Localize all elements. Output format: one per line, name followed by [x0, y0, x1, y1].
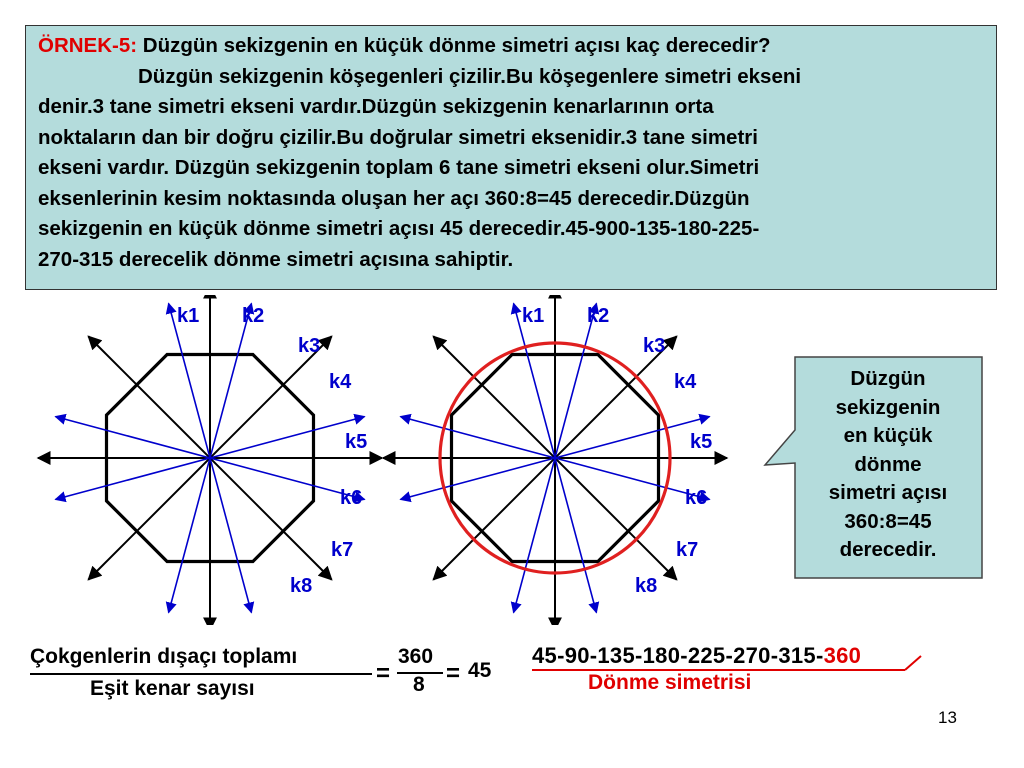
formula-result: 45	[468, 659, 492, 682]
formula-num: 360	[398, 645, 434, 668]
rotation-symmetry-label: Dönme simetrisi	[588, 671, 752, 694]
example-line-5: eksenlerinin kesim noktasında oluşan her açı 360:8=45 derecedir.Düzgün	[38, 186, 750, 210]
axis-label-k3: k3	[643, 335, 666, 357]
formula-equals-2: =	[446, 660, 461, 687]
example-line-2: denir.3 tane simetri ekseni vardır.Düzgün sekizgenin kenarlarının orta	[38, 95, 714, 118]
rotation-underline-hook	[905, 656, 921, 670]
example-line-1-text: Düzgün sekizgenin köşegenleri çizilir.Bu köşegenlere simetri ekseni	[138, 64, 802, 88]
axis-label-k4: k4	[329, 371, 352, 393]
formula-den: 8	[413, 673, 425, 696]
axis-label-k7: k7	[676, 539, 699, 561]
axis-label-k2: k2	[242, 305, 265, 327]
axis-label-k8: k8	[635, 575, 658, 597]
callout-line-5: simetri açısı	[828, 481, 948, 504]
page-number: 13	[938, 708, 957, 727]
example-line-6: sekizgenin en küçük dönme simetri açısı 45 derecedir.45-900-135-180-225-	[38, 217, 760, 240]
axis-label-k1: k1	[522, 305, 545, 327]
axis-label-k5: k5	[345, 431, 368, 453]
rotation-sequence-dash: -	[815, 643, 824, 668]
callout-line-3: en küçük	[843, 424, 933, 447]
callout-line-4: dönme	[854, 452, 922, 476]
axis-label-k5: k5	[690, 431, 713, 453]
axis-label-k7: k7	[331, 539, 354, 561]
example-label: ÖRNEK-5:	[38, 34, 138, 57]
formula-denominator-text: Eşit kenar sayısı	[90, 677, 255, 700]
example-line-3: noktaların dan bir doğru çizilir.Bu doğrular simetri eksenidir.3 tane simetri	[38, 125, 758, 149]
axis-label-k8: k8	[290, 575, 313, 597]
callout-line-2: sekizgenin	[835, 395, 941, 419]
rotation-sequence-main: 45-90-135-180-225-270-315	[532, 643, 816, 668]
formula-numerator-text: Çokgenlerin dışaçı toplamı	[30, 645, 298, 668]
callout-line-1: Düzgün	[850, 367, 926, 390]
formula-equals-1: =	[376, 660, 391, 687]
example-line-4: ekseni vardır. Düzgün sekizgenin toplam 6 tane simetri ekseni olur.Simetri	[38, 156, 760, 179]
rotation-sequence-last: 360	[823, 643, 862, 668]
axis-label-k4: k4	[674, 371, 697, 393]
callout-line-7: derecedir.	[839, 538, 937, 561]
callout-line-6: 360:8=45	[844, 509, 932, 533]
example-question-text: Düzgün sekizgenin en küçük dönme simetri açısı kaç derecedir?	[137, 34, 771, 57]
axis-label-k2: k2	[587, 305, 610, 327]
example-line-7: 270-315 derecelik dönme simetri açısına sahiptir.	[38, 247, 514, 271]
axis-label-k1: k1	[177, 305, 200, 327]
axis-label-k6: k6	[685, 487, 708, 509]
axis-label-k6: k6	[340, 487, 363, 509]
axis-label-k3: k3	[298, 335, 321, 357]
